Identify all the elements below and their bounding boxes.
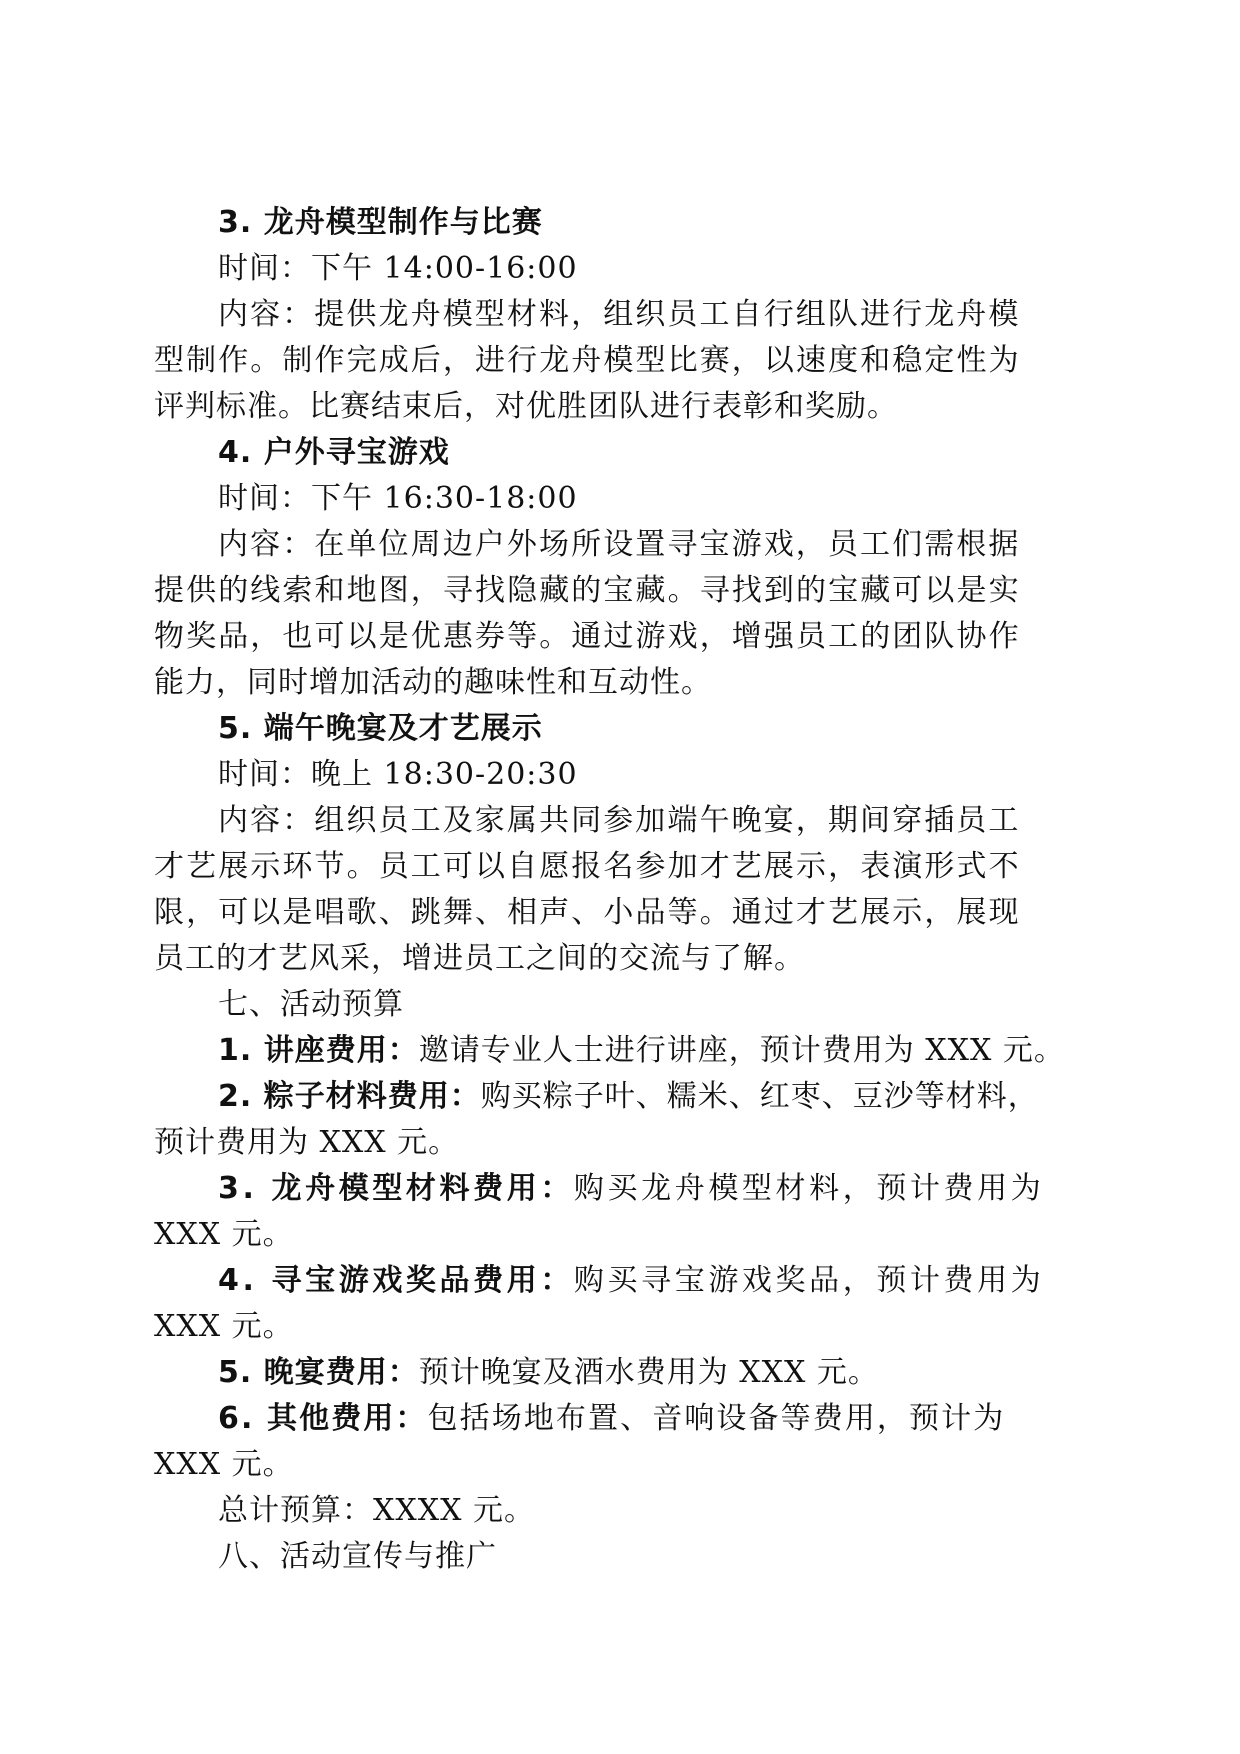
section-3-content-line: 评判标准。比赛结束后，对优胜团队进行表彰和奖励。 (154, 389, 898, 424)
budget-item-label: 2. 粽子材料费用： (218, 1079, 481, 1114)
section-5-content-line: 才艺展示环节。员工可以自愿报名参加才艺展示，表演形式不 (154, 849, 1021, 884)
budget-item-label: 1. 讲座费用： (218, 1033, 419, 1068)
budget-item-text: 购买寻宝游戏奖品，预计费用为 (573, 1263, 1045, 1298)
section-5-title: 5. 端午晚宴及才艺展示 (218, 711, 543, 746)
section-3-content-line: 型制作。制作完成后，进行龙舟模型比赛，以速度和稳定性为 (154, 343, 1021, 378)
section-5-content-line: 员工的才艺风采，增进员工之间的交流与了解。 (154, 941, 805, 976)
budget-item-6-continuation: XXX 元。 (154, 1447, 294, 1482)
budget-item-label: 4. 寻宝游戏奖品费用： (218, 1263, 574, 1298)
section-4-time: 时间：下午 16:30-18:00 (218, 481, 578, 516)
section-5-content-line: 内容：组织员工及家属共同参加端午晚宴，期间穿插员工 (218, 803, 1021, 838)
budget-item-3 (218, 1168, 1044, 1210)
section-3-time: 时间：下午 14:00-16:00 (218, 251, 578, 286)
budget-item-text: 包括场地布置、音响设备等费用，预计为 (427, 1401, 1006, 1436)
budget-item-label: 5. 晚宴费用： (218, 1355, 419, 1390)
budget-item-text: 预计晚宴及酒水费用为 XXX 元。 (418, 1355, 879, 1390)
budget-total: 总计预算：XXXX 元。 (218, 1493, 535, 1528)
budget-item-4-continuation: XXX 元。 (154, 1309, 294, 1344)
section-3-title: 3. 龙舟模型制作与比赛 (218, 205, 543, 240)
budget-item-6 (218, 1398, 1005, 1440)
budget-item-label: 6. 其他费用： (218, 1401, 428, 1436)
section-4-title: 4. 户外寻宝游戏 (218, 435, 450, 470)
budget-item-3-continuation: XXX 元。 (154, 1217, 294, 1252)
budget-item-2 (218, 1076, 1039, 1118)
section-3-content-line: 内容：提供龙舟模型材料，组织员工自行组队进行龙舟模 (218, 297, 1021, 332)
budget-item-label: 3. 龙舟模型材料费用： (218, 1171, 574, 1206)
budget-item-text: 购买龙舟模型材料，预计费用为 (573, 1171, 1045, 1206)
budget-item-text: 购买粽子叶、糯米、红枣、豆沙等材料， (480, 1079, 1039, 1114)
section-4-content-line: 内容：在单位周边户外场所设置寻宝游戏，员工们需根据 (218, 527, 1021, 562)
section-5-time: 时间：晚上 18:30-20:30 (218, 757, 578, 792)
budget-item-4 (218, 1260, 1044, 1302)
section-5-content-line: 限，可以是唱歌、跳舞、相声、小品等。通过才艺展示，展现 (154, 895, 1021, 930)
budget-item-2-continuation: 预计费用为 XXX 元。 (154, 1125, 460, 1160)
section-4-content-line: 能力，同时增加活动的趣味性和互动性。 (154, 665, 712, 700)
budget-heading: 七、活动预算 (218, 987, 404, 1022)
budget-item-text: 邀请专业人士进行讲座，预计费用为 XXX 元。 (418, 1033, 1065, 1068)
section-4-content-line: 物奖品，也可以是优惠券等。通过游戏，增强员工的团队协作 (154, 619, 1021, 654)
promotion-heading: 八、活动宣传与推广 (218, 1539, 497, 1574)
budget-item-1 (218, 1030, 1065, 1072)
section-4-content-line: 提供的线索和地图，寻找隐藏的宝藏。寻找到的宝藏可以是实 (154, 573, 1021, 608)
budget-item-5 (218, 1352, 879, 1394)
